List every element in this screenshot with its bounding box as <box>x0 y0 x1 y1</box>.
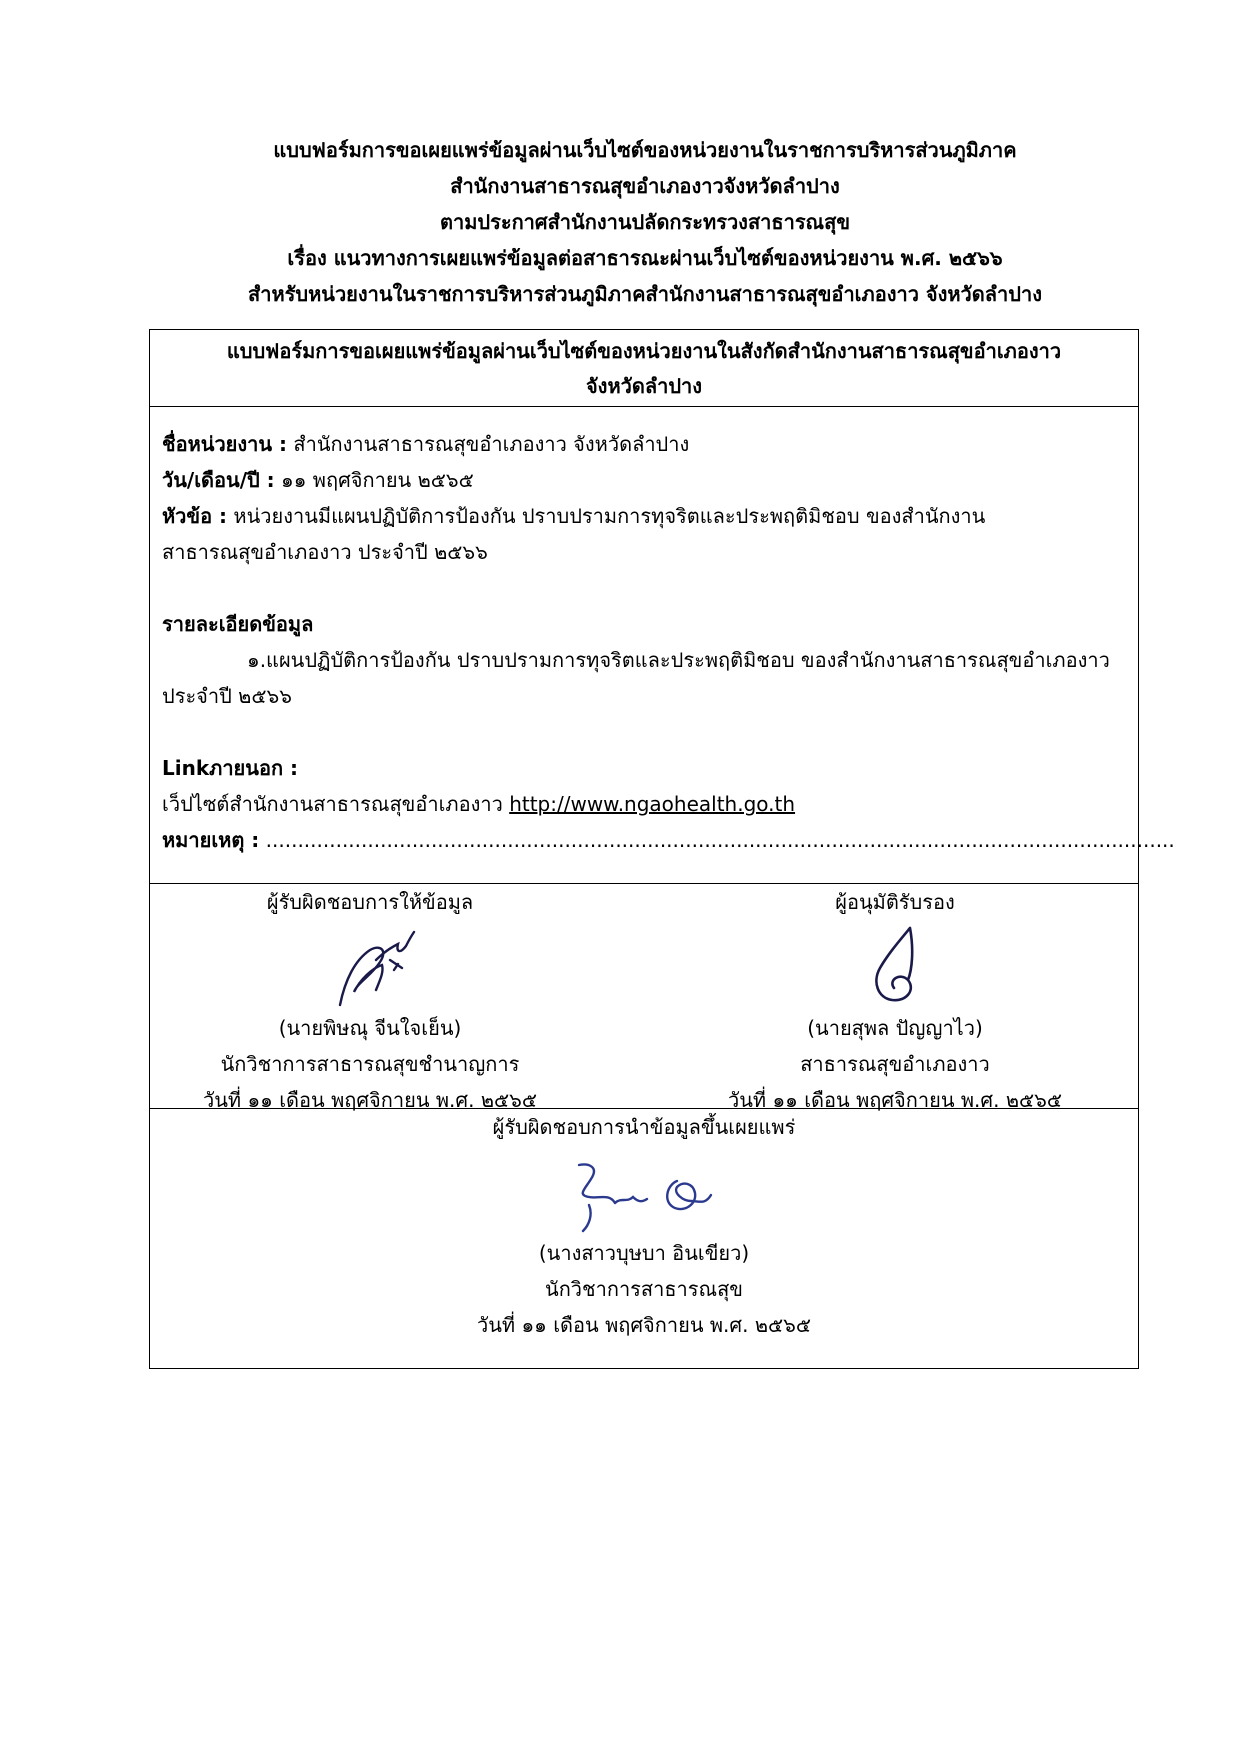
form-title-line-2: จังหวัดลำปาง <box>585 374 703 398</box>
approver-date: วันที่ ๑๑ เดือน พฤศจิกายน พ.ศ. ๒๕๖๕ <box>728 1088 1062 1112</box>
note-row <box>162 822 1175 858</box>
unit-row <box>162 426 1126 462</box>
provider-name: (นายพิษณุ จีนใจเย็น) <box>278 1016 462 1040</box>
provider-signature-image <box>180 920 560 1010</box>
unit-label: ชื่อหน่วยงาน : <box>162 432 288 456</box>
approver-signature-image <box>690 920 1100 1010</box>
form-title-line-1: แบบฟอร์มการขอเผยแพร่ข้อมูลผ่านเว็บไซต์ของหน่วยงานในสังกัดสำนักงานสาธารณสุขอำเภองาว <box>226 339 1062 363</box>
provider-signature-block <box>180 884 560 1118</box>
detail-line-2: ประจำปี ๒๕๖๖ <box>162 684 292 708</box>
publisher-signature-image <box>150 1145 1138 1235</box>
approval-signatures <box>150 883 1138 1112</box>
approver-signature-block <box>690 884 1100 1118</box>
header-line-3: ตามประกาศสำนักงานปลัดกระทรวงสาธารณสุข <box>439 210 850 234</box>
publisher-name: (นางสาวบุษบา อินเขียว) <box>538 1241 750 1265</box>
header-line-4: เรื่อง แนวทางการเผยแพร่ข้อมูลต่อสาธารณะผ่านเว็บไซต์ของหน่วยงาน พ.ศ. ๒๕๖๖ <box>287 246 1003 270</box>
note-label: หมายเหตุ : <box>162 828 260 852</box>
date-value: ๑๑ พฤศจิกายน ๒๕๖๕ <box>274 468 474 492</box>
topic-label: หัวข้อ : <box>162 504 228 528</box>
detail-line-1-row <box>162 642 1126 678</box>
link-label: Linkภายนอก : <box>162 756 299 780</box>
topic-row <box>162 498 1126 534</box>
topic-value-line-1: หน่วยงานมีแผนปฏิบัติการป้องกัน ปราบปรามการทุจริตและประพฤติมิชอบ ของสำนักงาน <box>227 504 986 528</box>
approver-name: (นายสุพล ปัญญาไว) <box>807 1016 983 1040</box>
publisher-role: ผู้รับผิดชอบการนำข้อมูลขึ้นเผยแพร่ <box>492 1115 796 1139</box>
publisher-signature-icon <box>559 1145 729 1235</box>
header-line-2: สำนักงานสาธารณสุขอำเภองาวจังหวัดลำปาง <box>450 174 840 198</box>
header-line-1: แบบฟอร์มการขอเผยแพร่ข้อมูลผ่านเว็บไซต์ของหน่วยงานในราชการบริหารส่วนภูมิภาค <box>273 138 1017 162</box>
spacer <box>162 570 1126 606</box>
detail-label: รายละเอียดข้อมูล <box>162 612 314 636</box>
provider-date: วันที่ ๑๑ เดือน พฤศจิกายน พ.ศ. ๒๕๖๕ <box>203 1088 537 1112</box>
website-link[interactable]: http://www.ngaohealth.go.th <box>509 792 796 816</box>
publisher-signature-block <box>150 1109 1138 1343</box>
approver-role: ผู้อนุมัติรับรอง <box>835 890 955 914</box>
publisher-date: วันที่ ๑๑ เดือน พฤศจิกายน พ.ศ. ๒๕๖๕ <box>477 1313 811 1337</box>
note-value: ............................................................................................................................................... <box>259 828 1175 852</box>
topic-value-line-2: สาธารณสุขอำเภองาว ประจำปี ๒๕๖๖ <box>162 540 488 564</box>
detail-line-1: ๑.แผนปฏิบัติการป้องกัน ปราบปรามการทุจริตและประพฤติมิชอบ ของสำนักงานสาธารณสุขอำเภองาว <box>247 648 1110 672</box>
form-info <box>162 426 1175 858</box>
provider-role: ผู้รับผิดชอบการให้ข้อมูล <box>266 890 474 914</box>
link-prefix: เว็ปไซต์สำนักงานสาธารณสุขอำเภองาว <box>162 792 510 816</box>
date-row <box>162 462 1126 498</box>
provider-signature-icon <box>310 920 430 1010</box>
approver-position: สาธารณสุขอำเภองาว <box>800 1052 990 1076</box>
provider-position: นักวิชาการสาธารณสุขชำนาญการ <box>220 1052 520 1076</box>
spacer <box>162 714 1126 750</box>
date-label: วัน/เดือน/ปี : <box>162 468 275 492</box>
form-title <box>150 330 1138 407</box>
unit-value: สำนักงานสาธารณสุขอำเภองาว จังหวัดลำปาง <box>287 432 690 456</box>
header-line-5: สำหรับหน่วยงานในราชการบริหารส่วนภูมิภาคสำนักงานสาธารณสุขอำเภองาว จังหวัดลำปาง <box>248 282 1042 306</box>
document-header <box>150 132 1140 312</box>
approver-signature-icon <box>850 920 940 1010</box>
publication-form <box>149 329 1175 1369</box>
link-row <box>162 786 1126 822</box>
publisher-position: นักวิชาการสาธารณสุข <box>545 1277 743 1301</box>
